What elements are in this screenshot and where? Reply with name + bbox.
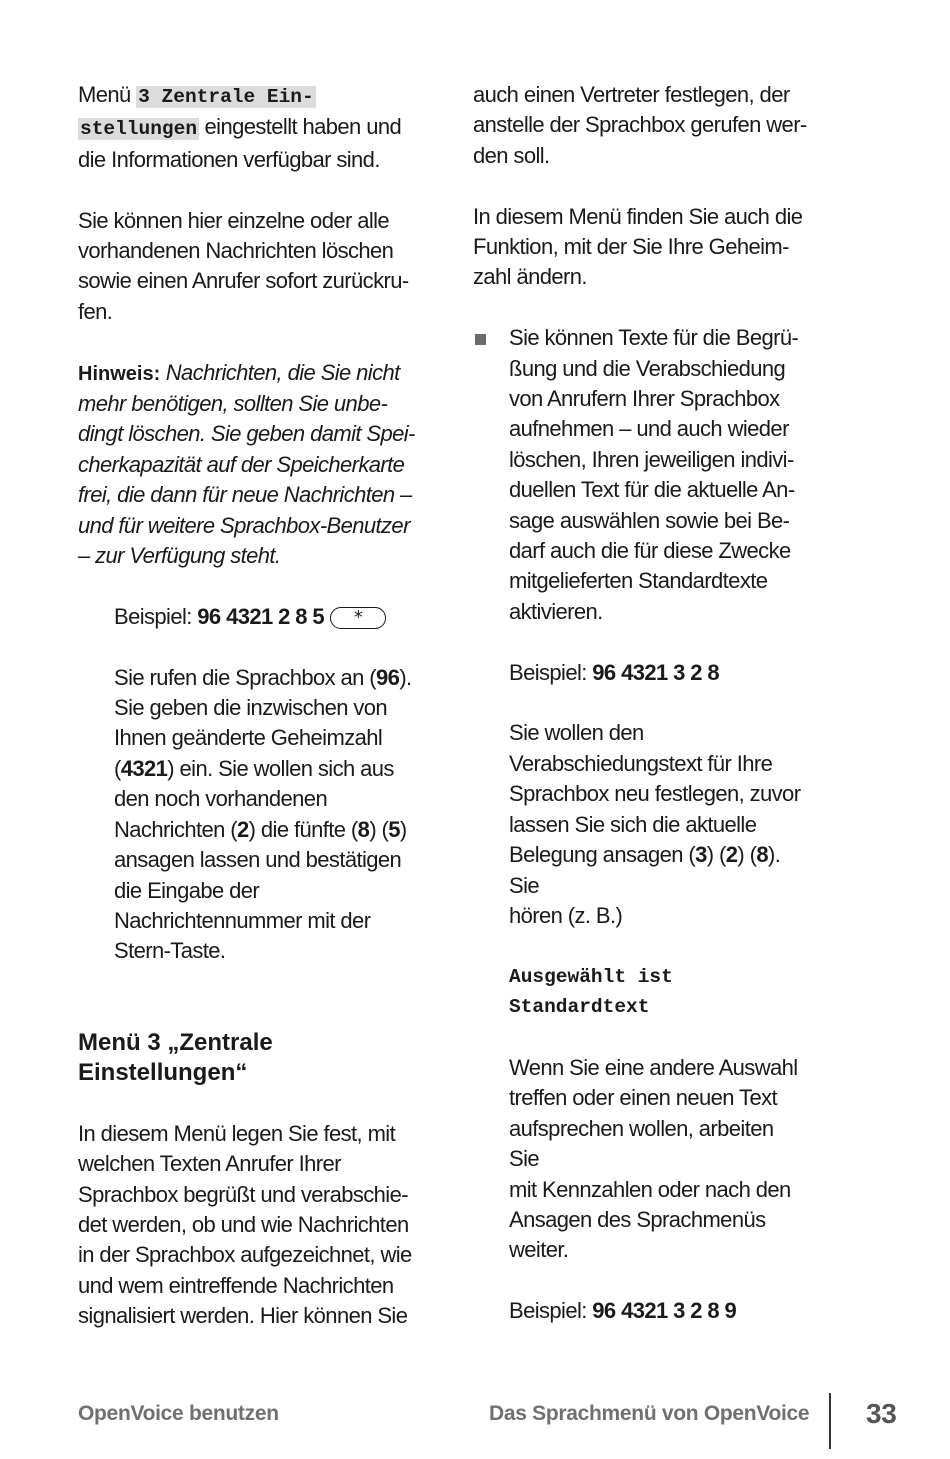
right-column: auch einen Vertreter festlegen, der anstelle der Sprachbox gerufen wer- den soll. In diesem Menü finden Sie auch die Funktion, mit der Sie Ihre Geheim- zahl ändern. Sie können Texte für die Begrü- ßung und die Verabschiedung von Anrufern Ihrer Sprachbox aufnehmen – und auch wieder löschen, Ihren jeweiligen indivi- duellen Text für die aktuelle An- sage auswählen sowie bei Be- darf auch die für diese Zwecke mitgelieferten Standardtexte aktivieren. Beispiel: 96 4321 3 2 8 Sie wollen den Verabschiedungstext für Ihre Sprachbox neu festlegen, zuvor lassen Sie sich die aktuelle Belegung ansagen (3) (2) (8). Sie hören (z. B.) Ausgewählt ist Standardtext Wenn Sie eine andere Auswahl treffen oder einen neuen Text aufsprechen wollen, arbeiten Sie mit Kennzahlen oder nach den Ansagen des Sprachmenüs weiter. Beispiel: 96 4321 3 2 8 9 [473, 80, 808, 1327]
section-heading: Menü 3 „Zentrale [78, 1028, 273, 1056]
example-line: Beispiel: 96 4321 3 2 8 [509, 659, 720, 685]
paragraph-substitute: auch einen Vertreter festlegen, der [473, 82, 790, 107]
page-number: 33 [866, 1398, 897, 1429]
example-line: Beispiel: 96 4321 2 8 5 * [114, 602, 418, 632]
left-column: Menü 3 Zentrale Ein- stellungen eingestellt haben und die Informationen verfügbar sind. Sie können hier einzelne oder alle vorhandenen Nachrichten löschen sowie einen Anrufer sofort zurückru- fen. Hinweis: Nachrichten, die Sie nicht mehr benötigen, sollten Sie unbe- dingt löschen. Sie geben damit Spei- cherkapazität auf der Speicherkarte frei, die dann für neue Nachrichten – und für weitere Sprachbox-Benutzer – zur Verfügung steht. Beispiel: 96 4321 2 8 5 * Sie rufen die Sprachbox an (96). Sie geben die inzwischen von Ihnen geänderte Geheimzahl (4321) ein. Sie wollen sich aus den noch vorhandenen Nachrichten (2) die fünfte (8) (5) ansagen lassen und bestätigen die Eingabe der Nachrichtennummer mit der Stern-Taste. Menü 3 „Zentrale Einstellungen“ In diesem Menü legen Sie fest, mit welchen Texten Anrufer Ihrer Sprachbox begrüßt und verabschie- det werden, ob und wie Nachrichten in der Sprachbox aufgezeichnet, wie und wem eintreffende Nachrichten signalisiert werden. Hier können Sie [78, 80, 418, 1332]
paragraph-other: Wenn Sie eine andere Auswahl [509, 1054, 798, 1080]
hint: Hinweis: Nachrichten, die Sie nicht [78, 359, 400, 385]
star-key-icon: * [330, 607, 386, 629]
hint-label: Hinweis: [78, 362, 161, 385]
footer-divider [829, 1393, 831, 1449]
bullet-item: Sie können Texte für die Begrü- ßung und die Verabschiedung von Anrufern Ihrer Sprachbox aufnehmen – und auch wieder löschen, Ihren jeweiligen indivi- duellen Text für die aktuelle An- sage auswählen sowie bei Be- darf auch die für diese Zwecke mitgelieferten Standardtexte aktivieren. Beispiel: 96 4321 3 2 8 Sie wollen den Verabschiedungstext für Ihre Sprachbox neu festlegen, zuvor lassen Sie sich die aktuelle Belegung ansagen (3) (2) (8). Sie hören (z. B.) Ausgewählt ist Standardtext Wenn Sie eine andere Auswahl treffen oder einen neuen Text aufsprechen wollen, arbeiten Sie mit Kennzahlen oder nach den Ansagen des Sprachmenüs weiter. Beispiel: 96 4321 3 2 8 9 [473, 323, 808, 1326]
square-bullet-icon [475, 334, 486, 345]
paragraph-delete: Sie können hier einzelne oder alle [78, 207, 390, 233]
example-line: Beispiel: 96 4321 3 2 8 9 [509, 1298, 737, 1324]
paragraph-pin: In diesem Menü finden Sie auch die [473, 203, 803, 229]
example-description: Sie rufen die Sprachbox an (96). [114, 664, 412, 690]
menu-code: stellungen [80, 118, 198, 141]
paragraph-intro: Menü 3 Zentrale Ein- [78, 82, 314, 108]
menu-code: 3 Zentrale Ein- [138, 86, 314, 108]
footer-left: OpenVoice benutzen [78, 1402, 279, 1425]
footer-right: Das Sprachmenü von OpenVoice [489, 1402, 810, 1425]
example-description: Sie wollen den [509, 720, 644, 746]
display-text: Ausgewählt ist [509, 965, 673, 988]
paragraph-menu3: In diesem Menü legen Sie fest, mit [78, 1120, 396, 1146]
